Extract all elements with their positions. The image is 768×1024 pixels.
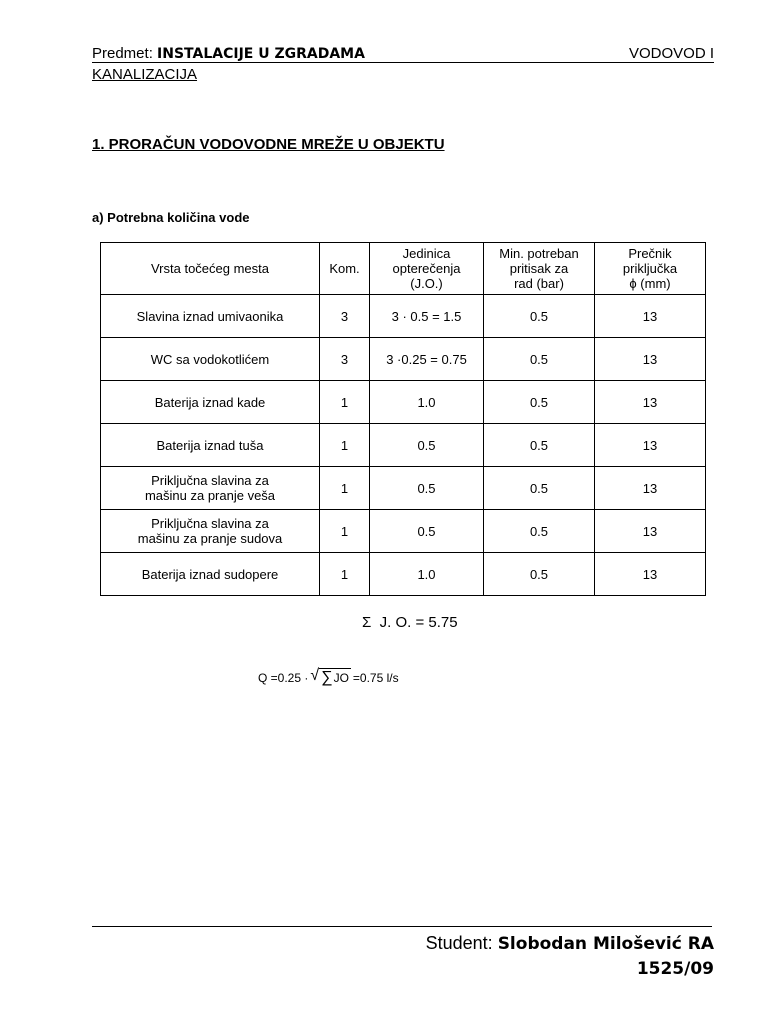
table-cell: 0.5 (484, 381, 595, 424)
formula-right: =0.75 l/s (352, 670, 399, 685)
table-cell-line: Priključna slavina za (151, 516, 269, 531)
header-cell-line: Vrsta točećeg mesta (150, 261, 269, 276)
table-cell-line: Baterija iznad kade (154, 394, 266, 410)
table-cell: 1 (320, 553, 370, 596)
table-cell: 13 (595, 510, 706, 553)
table-row (101, 467, 706, 510)
header-subject (92, 45, 365, 62)
table-cell (101, 338, 320, 381)
table-cell: 13 (595, 338, 706, 381)
table-row (101, 510, 706, 553)
table-cell: 0.5 (484, 553, 595, 596)
table-cell-line: mašinu za pranje veša (144, 488, 276, 503)
header-topic-line1: VODOVOD I (628, 45, 714, 62)
table-cell: 1.0 (370, 381, 484, 424)
flow-formula (258, 668, 399, 687)
header-cell (484, 243, 595, 295)
header-cell (370, 243, 484, 295)
table-cell: 3 · 0.5 = 1.5 (370, 295, 484, 338)
table-cell (101, 295, 320, 338)
header-cell-line: opterečenja (392, 261, 461, 276)
table-row (101, 338, 706, 381)
table-cell: 0.5 (484, 424, 595, 467)
sigma-symbol: Σ (362, 614, 372, 631)
header-topic-line2: KANALIZACIJA (92, 66, 198, 83)
header-cell-line: pritisak za (509, 261, 569, 276)
formula-sigma: ∑ (321, 669, 333, 686)
table-cell: 0.5 (370, 510, 484, 553)
header-cell (320, 243, 370, 295)
table-cell: 3 (320, 338, 370, 381)
table-cell: 1.0 (370, 553, 484, 596)
table-cell-line: Baterija iznad tuša (156, 437, 264, 453)
table-cell: 1 (320, 467, 370, 510)
formula-left: Q =0.25 · (258, 670, 309, 685)
table-cell: 0.5 (484, 338, 595, 381)
student-line (426, 933, 714, 954)
sum-text: J. O. = 5.75 (379, 614, 458, 631)
table-cell: 1 (320, 381, 370, 424)
student-label: Student: (425, 933, 493, 953)
square-root (310, 668, 351, 687)
header-cell-line: (J.O.) (410, 276, 443, 291)
table-header-row (101, 243, 706, 295)
table-cell: 3 ·0.25 = 0.75 (370, 338, 484, 381)
table-row (101, 553, 706, 596)
table-cell: 13 (595, 381, 706, 424)
table-cell: 0.5 (370, 424, 484, 467)
table-cell (101, 381, 320, 424)
header-cell-line: priključka (622, 261, 678, 276)
table-cell (101, 510, 320, 553)
table-cell: 13 (595, 553, 706, 596)
table-cell: 1 (320, 510, 370, 553)
table-cell: 13 (595, 295, 706, 338)
table-cell: 0.5 (484, 467, 595, 510)
section-title: 1. PRORAČUN VODOVODNE MREŽE U OBJEKTU (92, 136, 445, 153)
table-cell-line: Priključna slavina za (151, 473, 269, 488)
radicand (319, 668, 351, 687)
table-cell (101, 553, 320, 596)
water-usage-table (100, 242, 706, 596)
radical-sign-icon: √ (310, 667, 320, 684)
table-row (101, 381, 706, 424)
header-cell-line: Prečnik (628, 246, 672, 261)
table-cell (101, 467, 320, 510)
table-cell: 13 (595, 467, 706, 510)
table-cell: 3 (320, 295, 370, 338)
table-cell-line: WC sa vodokotlićem (150, 351, 270, 367)
header-cell-line: Min. potreban (499, 246, 579, 261)
subsection-title: a) Potrebna količina vode (92, 210, 250, 225)
student-id: 1525/09 (636, 959, 714, 979)
header-cell-line: Kom. (329, 261, 360, 276)
header-cell (595, 243, 706, 295)
subject-label: Predmet: (92, 45, 153, 62)
table-cell-line: Slavina iznad umivaonika (136, 308, 284, 324)
subject-name: INSTALACIJE U ZGRADAMA (157, 46, 365, 62)
table-cell: 0.5 (484, 510, 595, 553)
header-cell-line: Jedinica (402, 246, 451, 261)
header-rule (92, 62, 714, 63)
table-cell-line: Baterija iznad sudopere (141, 566, 279, 582)
table-cell: 0.5 (484, 295, 595, 338)
header-cell-line: ϕ (mm) (629, 276, 671, 291)
header-cell (101, 243, 320, 295)
student-name: Slobodan Milošević RA (497, 934, 714, 954)
table-row (101, 424, 706, 467)
table-cell: 1 (320, 424, 370, 467)
sum-line (362, 614, 458, 631)
table-cell: 13 (595, 424, 706, 467)
table-cell-line: mašinu za pranje sudova (137, 531, 283, 546)
table-row (101, 295, 706, 338)
formula-radicand: JO (333, 671, 349, 685)
table-cell (101, 424, 320, 467)
footer-rule (92, 926, 712, 927)
table-cell: 0.5 (370, 467, 484, 510)
header-cell-line: rad (bar) (514, 276, 564, 291)
